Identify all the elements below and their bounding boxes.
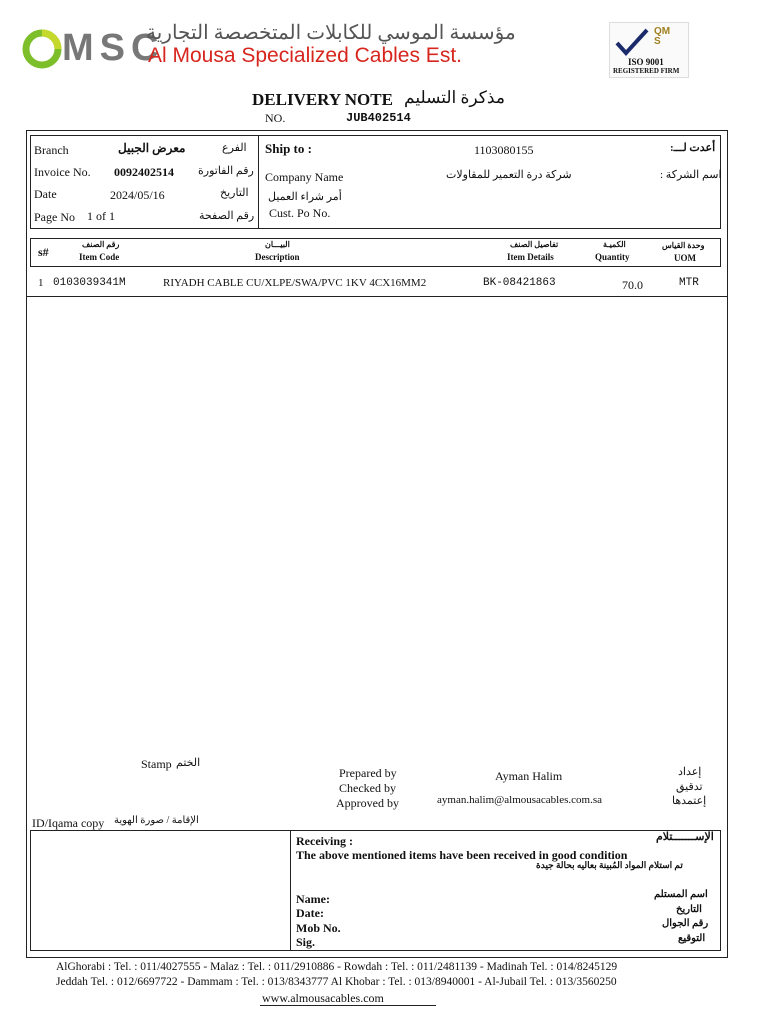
iso-label: ISO 9001: [628, 57, 664, 67]
row-sn: 1: [38, 277, 44, 289]
receiving-title: Receiving :: [296, 834, 353, 848]
branch-label-arabic: الفرع: [222, 142, 247, 154]
preparer-name: Ayman Halim: [495, 769, 563, 783]
company-value: شركة درة التعمير للمقاولات: [446, 169, 572, 181]
receiving-statement: The above mentioned items have been received in good condition: [296, 848, 628, 862]
col-header-item-details: Item Details: [507, 252, 554, 262]
footer-line-1: AlGhorabi : Tel. : 011/4027555 - Malaz : Tel. : 011/2910886 - Rowdah : Tel. : 011/2481139 - Madinah Tel. : 014/8245129: [56, 961, 618, 973]
registered-firm-label: REGISTERED FIRM: [613, 67, 680, 75]
branch-label: Branch: [34, 143, 69, 157]
po-label: Cust. Po No.: [269, 206, 331, 220]
col-header-description: Description: [255, 252, 300, 262]
ship-to-label-arabic: أعدت لـــ:: [670, 142, 716, 154]
footer-line-2: Jeddah Tel. : 012/6697722 - Dammam : Tel. : 013/8343777 Al Khobar : Tel. : 013/8940001 - Al-Jubail Tel. : 013/3560250: [56, 976, 617, 988]
note-number-value: JUB402514: [346, 111, 411, 125]
receiver-mobile-label-arabic: رقم الجوال: [662, 918, 709, 929]
row-description: RIYADH CABLE CU/XLPE/SWA/PVC 1KV 4CX16MM2: [163, 277, 427, 289]
col-header-sn: s#: [38, 245, 49, 259]
col-header-quantity: Quantity: [595, 252, 630, 262]
ship-to-value: 1103080155: [474, 143, 534, 157]
footer-website-underline: [260, 1005, 436, 1006]
receiving-divider: [290, 830, 291, 950]
receiver-date-label-arabic: التاريخ: [676, 904, 702, 915]
table-header-underline: [26, 296, 727, 297]
receiving-statement-arabic: تم استلام المواد المُبينة بعاليه بحالة جيدة: [536, 860, 683, 870]
col-header-uom-arabic: وحدة القياس: [662, 241, 705, 250]
checkmark-icon: [614, 27, 650, 57]
approved-label-arabic: إعتمدها: [672, 795, 707, 807]
invoice-label-arabic: رقم الفاتورة: [198, 165, 254, 177]
row-uom: MTR: [679, 277, 699, 289]
row-item-details: BK-08421863: [483, 277, 556, 289]
branch-value: معرض الجبيل: [118, 141, 186, 155]
row-quantity: 70.0: [622, 278, 643, 292]
id-copy-label: ID/Iqama copy: [32, 816, 105, 830]
row-item-code: 0103039341M: [53, 277, 126, 289]
date-label-arabic: التاريخ: [220, 187, 249, 199]
info-divider: [258, 135, 259, 228]
receiver-signature-label-arabic: التوقيع: [678, 933, 706, 944]
stamp-label: Stamp: [141, 757, 172, 771]
ship-to-label: Ship to :: [265, 141, 312, 156]
company-name-arabic: مؤسسة الموسي للكابلات المتخصصة التجارية: [146, 22, 516, 44]
note-number-label: NO.: [265, 111, 286, 125]
stamp-label-arabic: الختم: [176, 757, 201, 769]
qms-mark: QMS: [654, 26, 671, 47]
receiver-mobile-label: Mob No.: [296, 921, 341, 935]
col-header-item-code-arabic: رقم الصنف: [82, 240, 120, 249]
company-label: Company Name: [265, 170, 344, 184]
prepared-by-label: Prepared by: [339, 766, 397, 780]
col-header-quantity-arabic: الكميـة: [603, 240, 626, 249]
receiver-date-label: Date:: [296, 906, 324, 920]
invoice-value: 0092402514: [114, 165, 174, 179]
company-label-arabic: اسم الشركة :: [660, 169, 722, 181]
receiving-title-arabic: الإســـــــتلام: [656, 831, 714, 843]
receiver-name-label-arabic: اسم المستلم: [654, 889, 708, 900]
iso-badge: [609, 22, 689, 78]
page-label-arabic: رقم الصفحة: [199, 210, 255, 222]
company-name-english: Al Mousa Specialized Cables Est.: [148, 44, 462, 67]
logo-text: MSC: [62, 27, 165, 69]
invoice-label: Invoice No.: [34, 165, 91, 179]
approved-by-label: Approved by: [336, 796, 399, 810]
col-header-item-details-arabic: تفاصيل الصنف: [510, 240, 559, 249]
receiver-signature-label: Sig.: [296, 935, 316, 949]
col-header-item-code: Item Code: [79, 252, 120, 262]
col-header-description-arabic: البيـــان: [265, 240, 290, 249]
date-value: 2024/05/16: [110, 188, 165, 202]
preparer-email: ayman.halim@almousacables.com.sa: [437, 794, 602, 806]
col-header-uom: UOM: [674, 253, 696, 263]
date-label: Date: [34, 187, 57, 201]
document-title-arabic: مذكرة التسليم: [404, 88, 505, 107]
checked-by-label: Checked by: [339, 781, 396, 795]
company-logo: [22, 26, 62, 70]
document-title: DELIVERY NOTE: [252, 90, 393, 109]
page-label: Page No: [34, 210, 75, 224]
po-label-arabic: أمر شراء العميل: [268, 191, 342, 203]
id-copy-label-arabic: الإقامة / صورة الهوية: [114, 815, 199, 826]
receiver-name-label: Name:: [296, 892, 330, 906]
checked-label-arabic: تدقيق: [676, 781, 703, 793]
page-value: 1 of 1: [87, 209, 115, 223]
prepared-label-arabic: إعداد: [678, 766, 702, 778]
footer-website[interactable]: www.almousacables.com: [262, 991, 384, 1005]
